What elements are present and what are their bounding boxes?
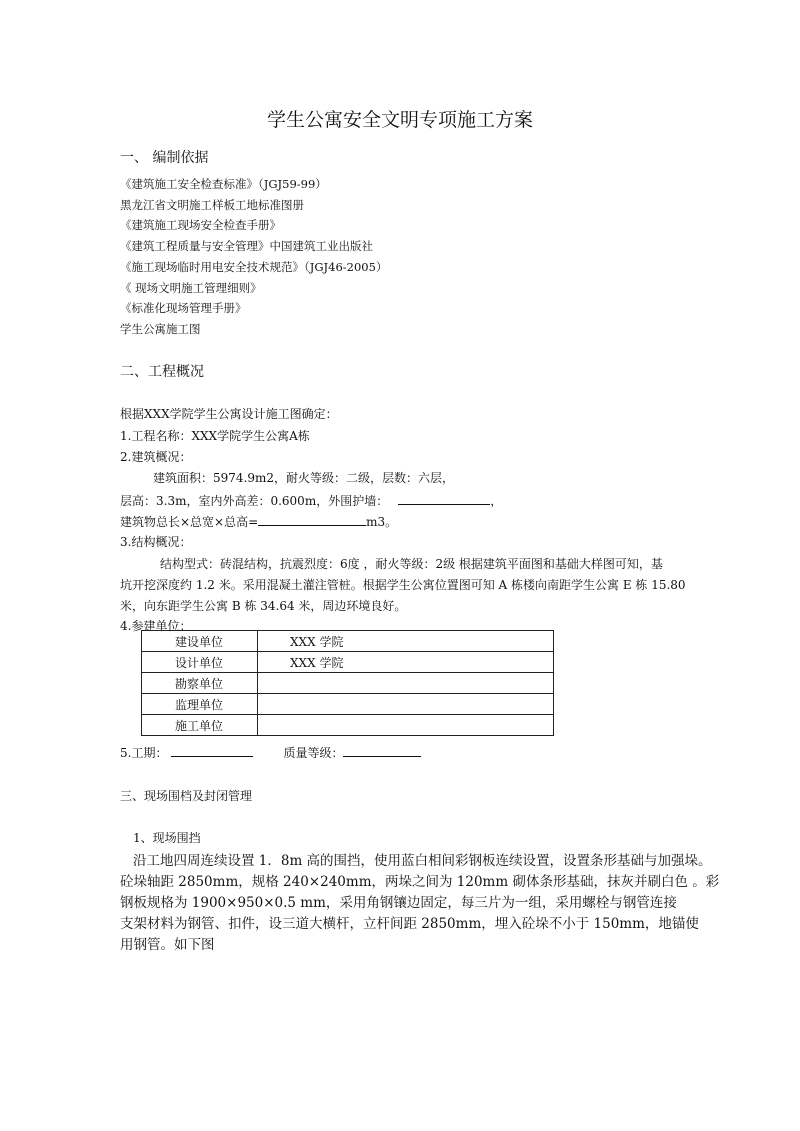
participants-table [141,630,554,736]
section1-heading: 一、 编制依据 [120,150,209,166]
paragraph-line: 砼垛轴距 2850mm，规格 240×240mm，两垛之间为 120mm 砌体条形基础，抹灰并刷白色 。彩 [120,874,720,890]
building-area-line: 建筑面积：5974.9m2，耐火等级：二级，层数：六层， [153,471,455,485]
volume-unit: m3。 [366,515,398,529]
volume-line [120,512,397,530]
unit-label: 勘察单位 [142,673,258,694]
reference-item: 黑龙江省文明施工样板工地标准图册 [120,198,304,212]
building-overview-label: 2.建筑概况： [120,450,192,464]
volume-text: 建筑物总长×总宽×总高= [120,515,259,529]
table-row [142,652,554,673]
quality-label: 质量等级： [283,746,344,760]
subsection-heading: 1、现场围挡 [133,831,201,845]
structure-line: 米，向东距学生公寓 B 栋 34.64 米，周边环境良好。 [120,599,407,613]
table-row [142,694,554,715]
floor-height-end: ， [490,494,503,508]
schedule-blank [171,743,253,757]
unit-value [258,694,554,715]
unit-value: XXX 学院 [258,631,554,652]
section2-heading: 二、工程概况 [120,364,204,380]
floor-height-line [120,491,502,509]
reference-item: 《建筑施工安全检查标准》（JGJ59-99） [120,177,327,191]
project-name: 1.工程名称：XXX学院学生公寓A栋 [120,429,310,443]
unit-label: 监理单位 [142,694,258,715]
floor-height-text: 层高：3.3m，室内外高差：0.600m，外围护墙： [120,494,389,508]
unit-label: 施工单位 [142,715,258,736]
schedule-line [120,743,421,761]
reference-item: 《施工现场临时用电安全技术规范》（JGJ46-2005） [120,260,388,274]
document-title: 学生公寓安全文明专项施工方案 [266,109,533,131]
paragraph-line: 沿工地四周连续设置 1．8m 高的围挡，使用蓝白相间彩钢板连续设置，设置条形基础与加强垛。 [133,853,712,869]
section3-heading: 三、现场围档及封闭管理 [120,789,253,803]
reference-item: 《标准化现场管理手册》 [120,301,247,315]
table-row [142,631,554,652]
table-row [142,673,554,694]
table-row [142,715,554,736]
unit-value [258,673,554,694]
reference-item: 学生公寓施工图 [120,322,201,336]
participants-label: 4.参建单位： [120,619,192,633]
paragraph-line: 用钢管。如下图 [120,937,215,953]
overview-intro: 根据XXX学院学生公寓设计施工图确定： [120,407,338,421]
structure-line: 结构型式：砖混结构，抗震烈度：6度 ，耐火等级：2级 根据建筑平面图和基础大样图可知，基 [160,557,663,571]
unit-value [258,715,554,736]
paragraph-line: 支架材料为钢管、扣件，设三道大横杆，立杆间距 2850mm，埋入砼垛不小于 150mm，地锚使 [120,916,699,932]
reference-item: 《建筑工程质量与安全管理》中国建筑工业出版社 [120,239,373,253]
wall-blank [398,491,490,505]
paragraph-line: 钢板规格为 1900×950×0.5 mm，采用角钢镶边固定，每三片为一组，采用螺栓与钢管连接 [120,895,677,911]
unit-label: 设计单位 [142,652,258,673]
structure-overview-label: 3.结构概况： [120,535,192,549]
structure-line: 坑开挖深度约 1.2 米。采用混凝土灌注管桩。根据学生公寓位置图可知 A 栋楼向南距学生公寓 E 栋 15.80 [120,578,686,592]
unit-label: 建设单位 [142,631,258,652]
volume-blank [258,512,366,526]
unit-value: XXX 学院 [258,652,554,673]
reference-item: 《 现场文明施工管理细则》 [120,281,262,295]
quality-blank [343,743,421,757]
reference-item: 《建筑施工现场安全检查手册》 [120,218,281,232]
schedule-label: 5.工期： [120,746,168,760]
